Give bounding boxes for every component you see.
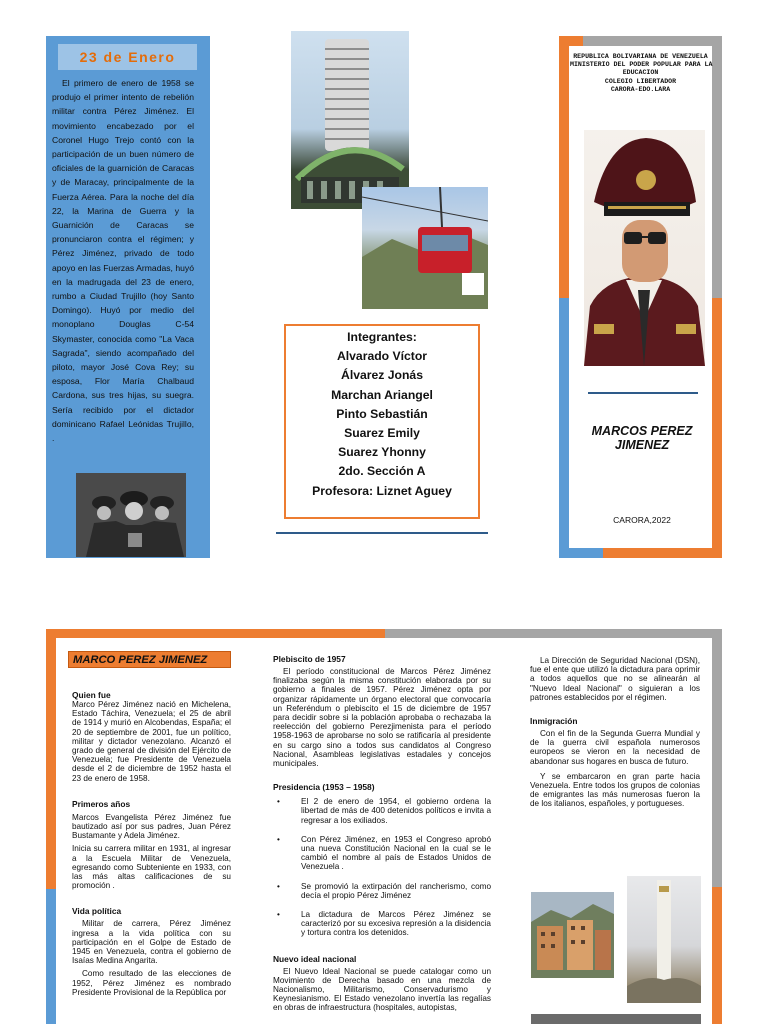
header-line: EDUCACION bbox=[622, 69, 659, 77]
cover-frame-bottom-orange bbox=[603, 548, 722, 558]
page2-left-blue-bar bbox=[46, 889, 56, 1024]
cover-frame-top-gray bbox=[583, 36, 722, 46]
page2-top-gray-bar bbox=[385, 629, 722, 638]
member-name: Marchan Ariangel bbox=[331, 387, 433, 402]
section-heading: Nuevo ideal nacional bbox=[273, 953, 357, 964]
section-text: La Dirección de Seguridad Nacional (DSN), fue el ente que utilizó la dictadura para oprimir a todos aquellos que no se alinearán al "Nuevo Ideal Nacional" o siguieran a los patrones establecidos por el régimen. bbox=[530, 656, 700, 702]
section-line: 2do. Sección A bbox=[338, 464, 426, 479]
institution-header bbox=[570, 53, 711, 94]
section-text: El período constitucional de Marcos Pérez Jiménez finalizaba según la misma constitución elaborada por su gobierno a finales de 1957. Pérez Jiménez opta por organizar rápidamente un órgano electoral que convocaría un Referéndum o plebiscito el 15 de diciembre de 1957 para decidir sobre si la población aprobaba o rechazaba la reelección del gobierno Perezjimenista para el período 1958-1963 de aprobarse no solo se ratificaría al presidente en su cargo sino a todos sus candidatos al Congreso Nacional, Asambleas legislativas estadales y concejos municipales. bbox=[273, 667, 491, 769]
page2-right-gray-bar bbox=[712, 629, 722, 887]
header-line: MINISTERIO DEL PODER POPULAR PARA LA bbox=[570, 61, 713, 69]
obelisk-photo bbox=[627, 876, 701, 1003]
cable-car-photo bbox=[362, 187, 488, 309]
section-text: Marco Pérez Jiménez nació en Michelena, Estado Táchira, Venezuela; el 25 de abril de 1914 y murió en Alcobendas, España; el 20 de septiembre de 2001, fue un político, militar y dictador venezolano. Alcanzó el grado de general de división del Ejército de Venezuela; fue Presidente de Venezuela desde el 2 de diciembre de 1952 hasta el 23 de enero de 1958. bbox=[72, 700, 231, 783]
member-name: Suarez Yhonny bbox=[338, 445, 426, 460]
cover-frame-left-blue bbox=[559, 298, 569, 558]
header-line: COLEGIO LIBERTADOR bbox=[604, 77, 677, 85]
bottom-photo-strip bbox=[531, 1014, 701, 1024]
section-heading: Vida política bbox=[72, 906, 122, 917]
section-text: Inicia su carrera militar en 1931, al ingresar a la Escuela Militar de Venezuela, egresando como Subteniente en 1933, con las más altas calificaciones de su promoción . bbox=[72, 844, 231, 891]
members-list bbox=[286, 328, 478, 501]
page2-banner-title: MARCO PEREZ JIMENEZ bbox=[68, 651, 231, 668]
cover-frame-bottom-blue bbox=[559, 548, 603, 558]
city-year: CARORA,2022 bbox=[613, 515, 671, 525]
header-line: CARORA-EDO.LARA bbox=[610, 85, 671, 93]
column-politics bbox=[273, 654, 491, 1013]
member-name: Suarez Emily bbox=[344, 426, 420, 441]
page2-left-orange-bar bbox=[46, 629, 56, 889]
bullet-icon: • bbox=[277, 881, 280, 891]
military-group-photo bbox=[76, 473, 186, 557]
cover-frame-top-orange bbox=[559, 36, 583, 46]
column-immigration bbox=[530, 656, 700, 809]
bullet-text: El 2 de enero de 1954, el gobierno ordena la libertad de más de 400 detenidos políticos e invita a regresar a los exiliados. bbox=[301, 797, 491, 825]
cover-name-line: JIMENEZ bbox=[614, 438, 670, 452]
header-line: REPUBLICA BOLIVARIANA DE VENEZUELA bbox=[573, 53, 708, 60]
bullet-text: La dictadura de Marcos Pérez Jiménez se caracterizó por su excesiva represión a la disidencia y tortura contra los detenidos. bbox=[301, 910, 491, 938]
section-text: Con el fin de la Segunda Guerra Mundial y de la guerra civil española numerosos europeos se vieron en la necesidad de abandonar sus hogares en busca de futuro. bbox=[530, 729, 700, 766]
teacher-line: Profesora: Liznet Aguey bbox=[312, 483, 452, 498]
section-heading: Presidencia (1953 – 1958) bbox=[273, 782, 375, 793]
bullet-item bbox=[273, 835, 491, 872]
section-heading: Plebiscito de 1957 bbox=[273, 654, 346, 664]
bullet-item bbox=[273, 882, 491, 900]
divider-line bbox=[276, 532, 488, 534]
rebellion-paragraph: El primero de enero de 1958 se produjo el primer intento de rebelión militar contra Pérez Jiménez. El movimiento encabezado por el Coronel Hugo Trejo contó con la participación de un buen número de oficiales de la guarnición de Caracas y de Maracay, principalmente de la Fuerza Aérea. Para la noche del día 22, la Marina de Guerra y la Guarnición de Caracas se pronunciaron contra el régimen; y Pérez Jiménez, privado de todo apoyo en las Fuerzas Armadas, huyó en la madrugada del 23 de enero, rumbo a Ciudad Trujillo (hoy Santo Domingo). Huyó por medio del monoplano Douglas C-54 Skymaster, conocida como "La Vaca Sagrada", siendo acompañado del piloto, mayor José Cova Rey; su esposa, Flor María Chalbaud Cardona, sus tres hijas, su suegra. Sería recibido por el dictador dominicano Rafael Leónidas Trujillo, . bbox=[52, 78, 194, 444]
member-name: Pinto Sebastián bbox=[336, 406, 428, 421]
section-heading: Quien fue bbox=[72, 690, 111, 700]
bullet-text: Con Pérez Jiménez, en 1953 el Congreso aprobó una nueva Constitución Nacional en la cual se le cambió el nombre al país de Estados Unidos de Venezuela . bbox=[301, 834, 491, 872]
housing-blocks-photo bbox=[531, 892, 614, 978]
section-text: Y se embarcaron en gran parte hacia Venezuela. Entre todos los grupos de colonias de emigrantes las más numerosas fueron la de los italianos, españoles, y portugueses. bbox=[530, 771, 700, 809]
section-text: Como resultado de las elecciones de 1952, Pérez Jiménez es nombrado Presidente Provisional de la República por bbox=[72, 969, 231, 997]
section-heading: Primeros años bbox=[72, 798, 131, 809]
cover-name bbox=[572, 424, 712, 452]
bullet-item bbox=[273, 797, 491, 825]
bullet-icon: • bbox=[277, 834, 280, 844]
column-biography bbox=[72, 690, 231, 997]
bullet-icon: • bbox=[277, 910, 280, 920]
page2-right-orange-bar bbox=[712, 887, 722, 1024]
cover-divider bbox=[588, 392, 698, 394]
cover-frame-left-orange bbox=[559, 36, 569, 298]
bullet-icon: • bbox=[277, 797, 280, 807]
members-title: Integrantes: bbox=[347, 330, 417, 344]
tower-building-photo bbox=[291, 31, 409, 209]
member-name: Álvarez Jonás bbox=[341, 368, 423, 383]
bullet-item bbox=[273, 910, 491, 938]
portrait-image bbox=[584, 130, 705, 366]
section-text: Marcos Evangelista Pérez Jiménez fue bautizado así por sus padres, Juan Pérez Bustamante y Adela Jiménez. bbox=[72, 812, 231, 841]
date-title: 23 de Enero bbox=[58, 44, 197, 70]
member-name: Alvarado Víctor bbox=[336, 349, 428, 364]
cover-frame-right-orange bbox=[712, 298, 722, 558]
section-text: El Nuevo Ideal Nacional se puede catalogar como un Movimiento de Derecha basado en una mezcla de Nacionalismo, Militarismo, Conservadurismo y Keynesianismo. El Estado venezolano invertía las regalías en obras de infraestructura (hospitales, autopistas, bbox=[273, 966, 491, 1013]
section-text: Militar de carrera, Pérez Jiménez ingresa a la vida política con su participación en el Golpe de Estado de 1945 en Venezuela, contra el gobierno de Isaías Medina Angarita. bbox=[72, 919, 231, 966]
bullet-text: Se promovió la extirpación del rancherismo, como decía el propio Pérez Jiménez bbox=[301, 881, 491, 900]
cover-name-line: MARCOS PEREZ bbox=[591, 424, 693, 438]
cover-frame-right-gray bbox=[712, 36, 722, 298]
section-heading: Inmigración bbox=[530, 716, 578, 727]
page2-top-orange-bar bbox=[46, 629, 385, 638]
